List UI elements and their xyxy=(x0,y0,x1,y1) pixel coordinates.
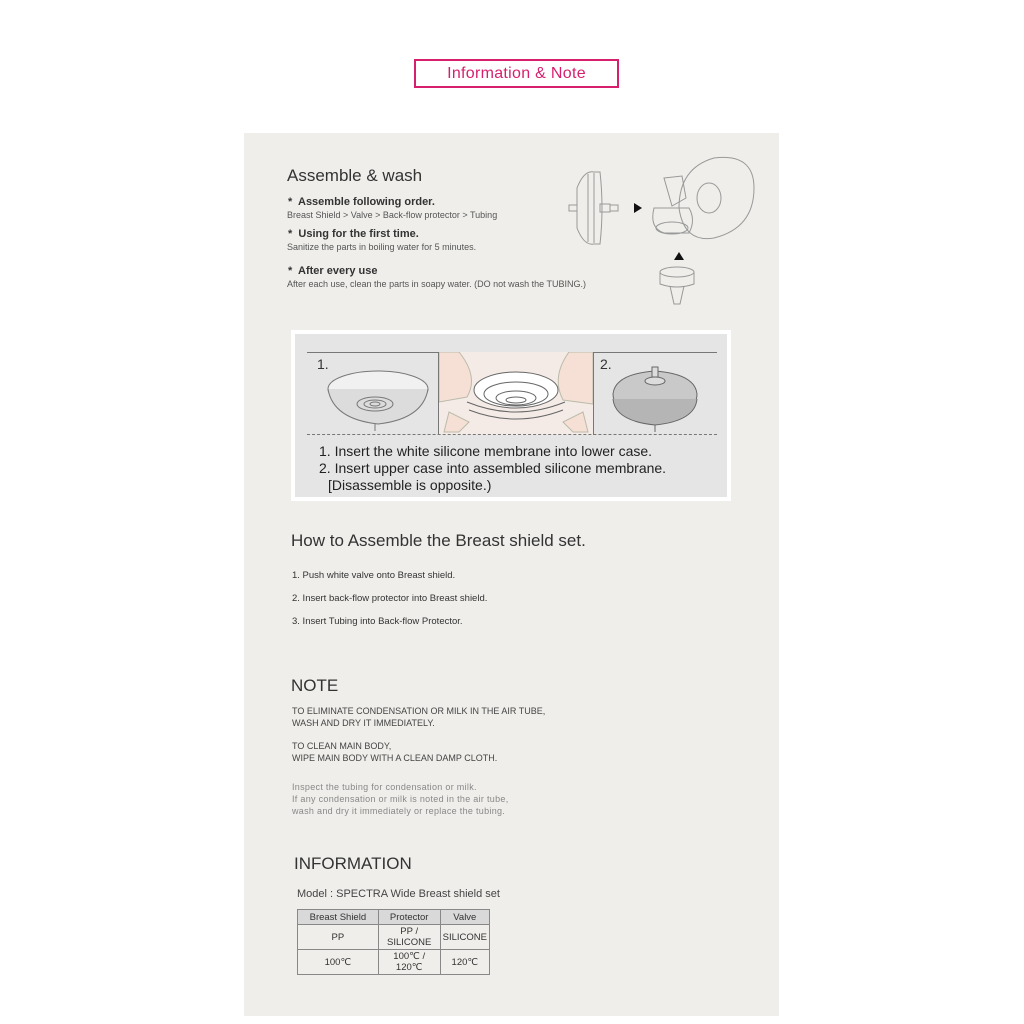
bullet-title-text: After every use xyxy=(298,265,378,277)
information-heading: INFORMATION xyxy=(294,854,412,873)
model-text: Model : SPECTRA Wide Breast shield set xyxy=(297,888,500,900)
bullet-2-title xyxy=(288,228,419,240)
bullet-mark: * xyxy=(288,265,293,277)
table-header-cell: Protector xyxy=(378,910,440,925)
bullet-1-title xyxy=(288,196,435,208)
membrane-steps-inner xyxy=(295,334,727,497)
arrow-up-icon xyxy=(674,252,684,260)
note-paragraph-2 xyxy=(292,740,497,764)
bullet-title-text: Using for the first time. xyxy=(298,228,419,240)
table-header-cell: Breast Shield xyxy=(298,910,379,925)
table-header-row xyxy=(298,910,490,925)
table-cell: PP / SILICONE xyxy=(378,925,440,950)
how-to-heading: How to Assemble the Breast shield set. xyxy=(291,531,586,550)
bullet-3-text: After each use, clean the parts in soapy water. (DO not wash the TUBING.) xyxy=(287,279,586,289)
breast-shield-assembly-illustration xyxy=(564,148,764,308)
table-row xyxy=(298,950,490,975)
note-line: Inspect the tubing for condensation or milk. xyxy=(292,782,477,792)
dashed-rule xyxy=(307,434,717,435)
bullet-mark: * xyxy=(288,196,293,208)
assemble-heading: Assemble & wash xyxy=(287,166,423,185)
page-title: Information & Note xyxy=(414,59,619,88)
table-cell: 100℃ / 120℃ xyxy=(378,950,440,975)
arrow-right-icon xyxy=(634,203,642,213)
how-to-step-2: 2. Insert back-flow protector into Breast shield. xyxy=(292,593,488,604)
table-cell: 120℃ xyxy=(440,950,489,975)
assembled-case-illustration xyxy=(605,359,705,434)
how-to-step-1: 1. Push white valve onto Breast shield. xyxy=(292,570,456,581)
table-cell: 100℃ xyxy=(298,950,379,975)
membrane-step-3: [Disassemble is opposite.) xyxy=(328,477,492,493)
step-label-1: 1. xyxy=(317,356,329,372)
table-cell: PP xyxy=(298,925,379,950)
note-line: WASH AND DRY IT IMMEDIATELY. xyxy=(292,718,435,728)
lower-case-illustration xyxy=(323,359,433,434)
note-paragraph-3 xyxy=(292,781,509,817)
note-line: wash and dry it immediately or replace the tubing. xyxy=(292,806,506,816)
table-cell: SILICONE xyxy=(440,925,489,950)
content-panel xyxy=(244,133,779,1016)
note-line: If any condensation or milk is noted in the air tube, xyxy=(292,794,509,804)
how-to-step-3: 3. Insert Tubing into Back-flow Protector. xyxy=(292,616,463,627)
material-table xyxy=(297,909,490,975)
table-row xyxy=(298,925,490,950)
bullet-mark: * xyxy=(288,228,293,240)
bullet-2-text: Sanitize the parts in boiling water for 5 minutes. xyxy=(287,242,477,252)
membrane-steps-box xyxy=(291,330,731,501)
note-paragraph-1 xyxy=(292,705,545,729)
bullet-title-text: Assemble following order. xyxy=(298,196,435,208)
note-heading: NOTE xyxy=(291,676,339,695)
bullet-3-title xyxy=(288,265,378,277)
backflow-protector-icon xyxy=(569,172,618,244)
membrane-step-1: 1. Insert the white silicone membrane into lower case. xyxy=(319,443,653,459)
note-line: TO CLEAN MAIN BODY, xyxy=(292,741,392,751)
step-label-2: 2. xyxy=(600,356,612,372)
hands-inserting-membrane-illustration xyxy=(439,352,593,435)
membrane-step-2: 2. Insert upper case into assembled silicone membrane. xyxy=(319,460,667,476)
note-line: TO ELIMINATE CONDENSATION OR MILK IN THE AIR TUBE, xyxy=(292,706,546,716)
table-header-cell: Valve xyxy=(440,910,489,925)
note-line: WIPE MAIN BODY WITH A CLEAN DAMP CLOTH. xyxy=(292,753,498,763)
breast-shield-icon xyxy=(653,157,754,238)
valve-icon xyxy=(660,267,694,304)
bullet-1-text: Breast Shield > Valve > Back-flow protector > Tubing xyxy=(287,210,498,220)
divider-2 xyxy=(593,352,594,435)
